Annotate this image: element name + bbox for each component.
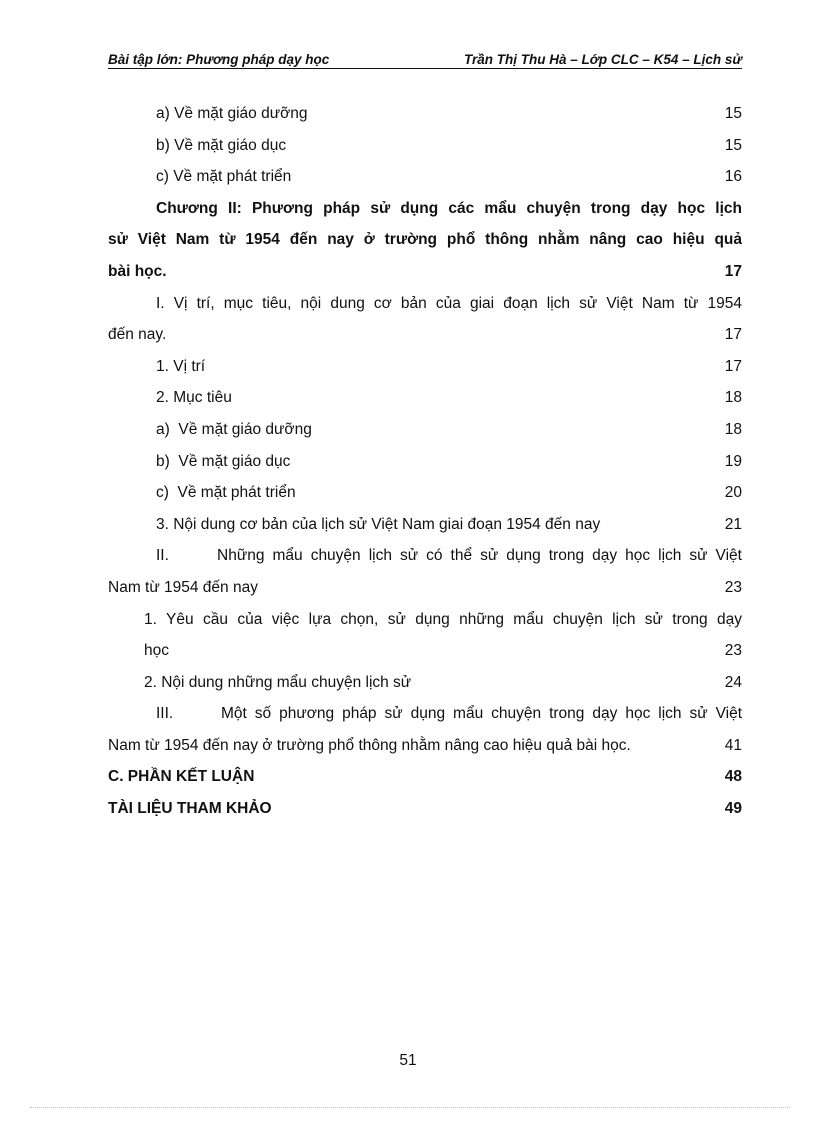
toc-entry-text: III. Một số phương pháp sử dụng mẩu chuyện trong dạy học lịch sử Việt <box>156 705 742 723</box>
toc-entry[interactable] <box>108 635 742 667</box>
toc-entry-page: 24 <box>724 673 742 691</box>
toc-entry-text: 1. Yêu cầu của việc lựa chọn, sử dụng những mẩu chuyện lịch sử trong dạy <box>144 610 742 628</box>
toc-entry-text: I. Vị trí, mục tiêu, nội dung cơ bản của giai đoạn lịch sử Việt Nam từ 1954 <box>156 294 742 312</box>
toc-entry[interactable] <box>108 604 742 636</box>
toc-entry-text: C. PHẦN KẾT LUẬN <box>108 768 255 786</box>
toc-entry-text: b) Về mặt giáo dục <box>156 452 291 470</box>
toc-entry-text: sử Việt Nam từ 1954 đến nay ở trường phổ thông nhằm nâng cao hiệu quả <box>108 231 742 249</box>
table-of-contents <box>108 98 742 825</box>
toc-entry[interactable] <box>108 98 742 130</box>
toc-entry[interactable] <box>108 288 742 320</box>
header-course-title: Bài tập lớn: Phương pháp dạy học <box>108 52 330 67</box>
toc-entry-page: 23 <box>724 642 742 660</box>
toc-entry-text: a) Về mặt giáo dưỡng <box>156 420 312 438</box>
toc-entry[interactable] <box>108 256 742 288</box>
toc-entry[interactable] <box>108 224 742 256</box>
toc-entry[interactable] <box>108 382 742 414</box>
toc-entry[interactable] <box>108 761 742 793</box>
toc-entry-text: c) Về mặt phát triển <box>156 168 292 186</box>
toc-entry-text: Nam từ 1954 đến nay ở trường phổ thông nhằm nâng cao hiệu quả bài học. <box>108 736 631 754</box>
toc-entry-page: 41 <box>724 736 742 754</box>
header-author: Trần Thị Thu Hà – Lớp CLC – K54 – Lịch sử <box>464 52 742 67</box>
toc-entry-page: 16 <box>724 168 742 186</box>
toc-entry-text: 1. Vị trí <box>156 357 206 375</box>
toc-entry[interactable] <box>108 572 742 604</box>
toc-entry-page: 20 <box>724 484 742 502</box>
toc-entry[interactable] <box>108 730 742 762</box>
toc-entry-page: 15 <box>724 105 742 122</box>
toc-entry-page: 23 <box>724 578 742 596</box>
toc-entry[interactable] <box>108 793 742 825</box>
toc-entry-text: Chương II: Phương pháp sử dụng các mẩu chuyện trong dạy học lịch <box>156 199 742 217</box>
toc-entry[interactable] <box>108 509 742 541</box>
toc-entry[interactable] <box>108 193 742 225</box>
toc-entry-text: Nam từ 1954 đến nay <box>108 578 258 596</box>
toc-entry[interactable] <box>108 667 742 699</box>
toc-entry-page: 17 <box>724 357 742 375</box>
toc-entry-text: 2. Mục tiêu <box>156 389 232 407</box>
toc-entry-page: 18 <box>724 389 742 407</box>
toc-entry-text: 3. Nội dung cơ bản của lịch sử Việt Nam giai đoạn 1954 đến nay <box>156 515 601 533</box>
toc-entry-page: 19 <box>724 452 742 470</box>
toc-entry[interactable] <box>108 414 742 446</box>
toc-entry[interactable] <box>108 540 742 572</box>
toc-entry-text: TÀI LIỆU THAM KHẢO <box>108 800 272 818</box>
toc-entry-text: II. Những mẩu chuyện lịch sử có thể sử dụng trong dạy học lịch sử Việt <box>156 547 742 565</box>
toc-entry-text: đến nay. <box>108 326 167 344</box>
toc-entry[interactable] <box>108 319 742 351</box>
toc-entry-text: bài học. <box>108 262 167 280</box>
toc-entry-text: a) Về mặt giáo dưỡng <box>156 105 308 122</box>
toc-entry-text: học <box>144 642 169 660</box>
toc-entry[interactable] <box>108 351 742 383</box>
toc-entry[interactable] <box>108 446 742 478</box>
toc-entry[interactable] <box>108 130 742 162</box>
toc-entry-page: 49 <box>724 800 742 818</box>
toc-entry[interactable] <box>108 698 742 730</box>
toc-entry-text: b) Về mặt giáo dục <box>156 136 287 154</box>
toc-entry-page: 15 <box>724 136 742 154</box>
toc-entry-page: 17 <box>724 262 742 280</box>
toc-entry[interactable] <box>108 161 742 193</box>
toc-entry-page: 21 <box>724 515 742 533</box>
toc-entry-text: 2. Nội dung những mẩu chuyện lịch sử <box>144 673 412 691</box>
page-border-divider <box>30 1107 790 1108</box>
toc-entry-page: 17 <box>724 326 742 344</box>
toc-entry-page: 18 <box>724 420 742 438</box>
toc-entry-text: c) Về mặt phát triển <box>156 484 296 502</box>
toc-entry[interactable] <box>108 477 742 509</box>
toc-entry-page: 48 <box>724 768 742 786</box>
running-header <box>108 52 742 69</box>
page-number: 51 <box>399 1052 417 1069</box>
